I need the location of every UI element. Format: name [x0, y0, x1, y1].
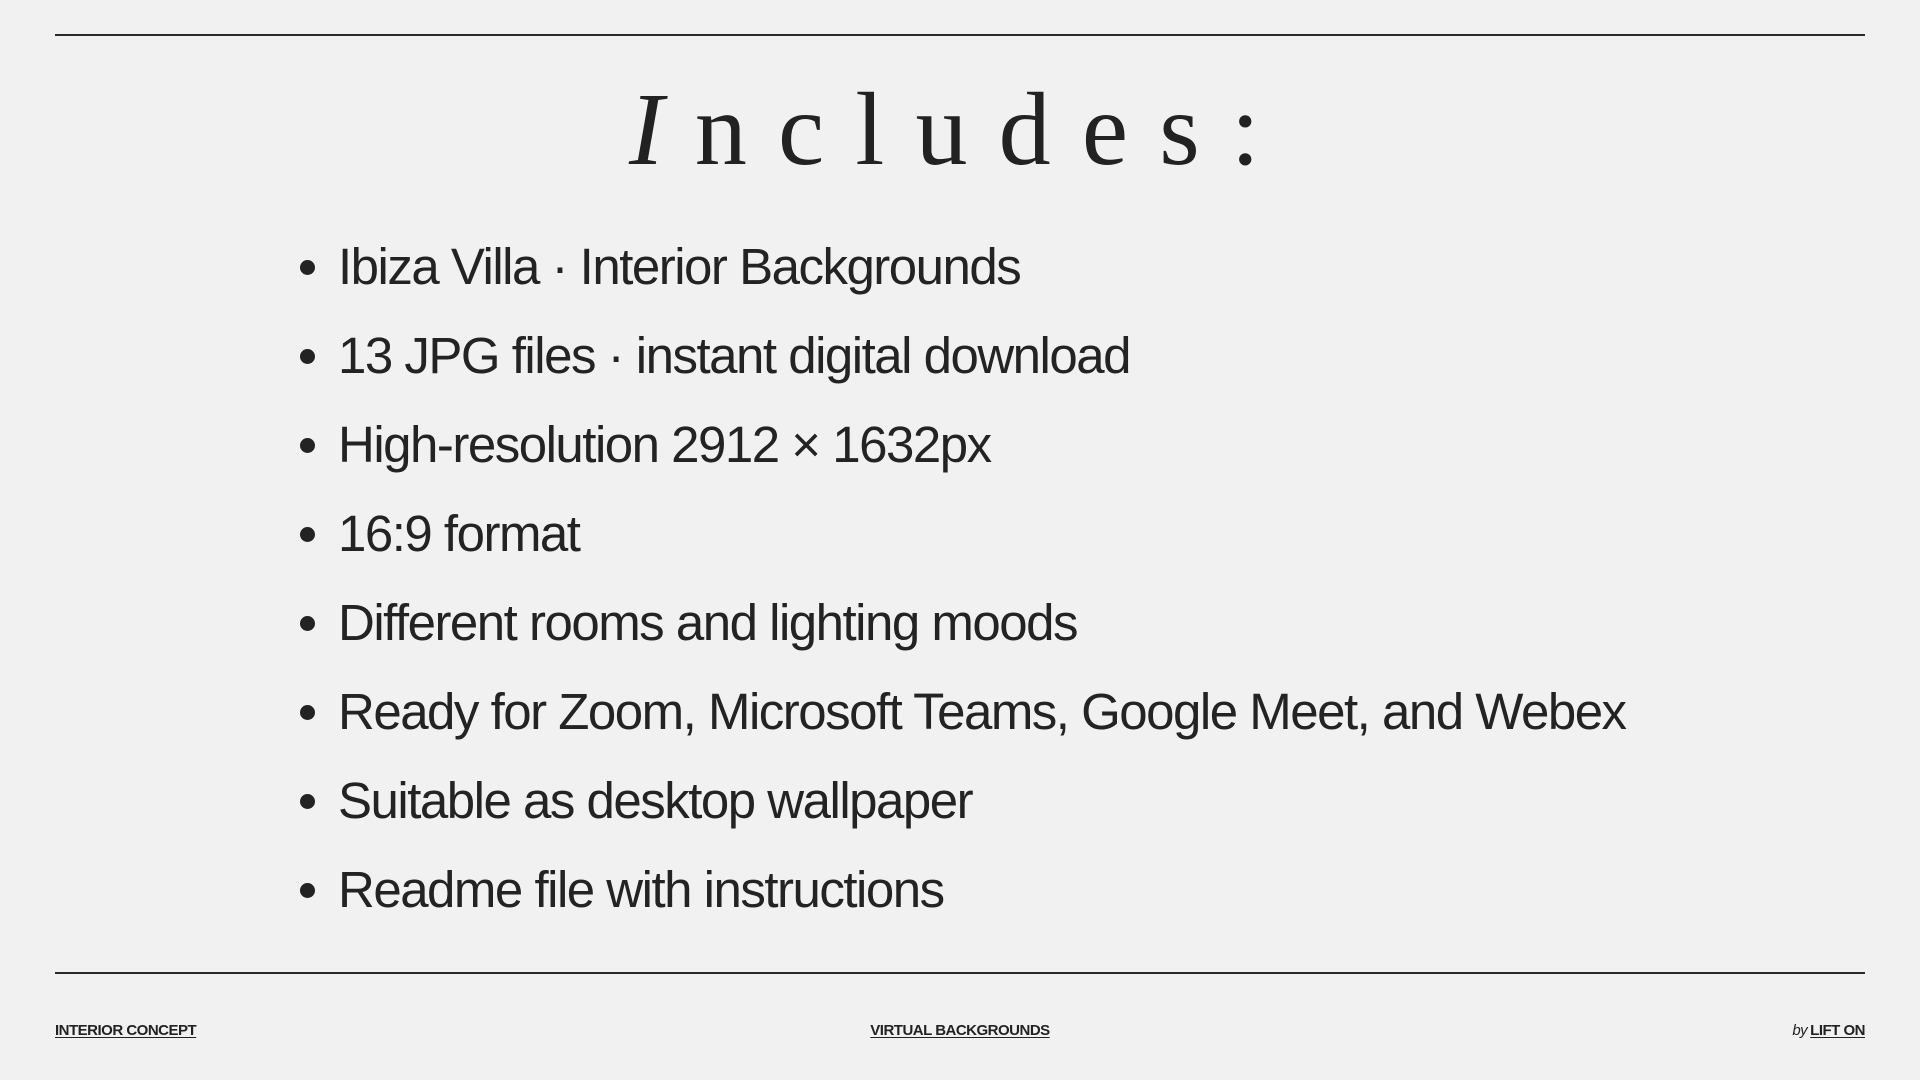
list-item-text: Different rooms and lighting moods — [338, 594, 1077, 651]
footer-center — [0, 1021, 1920, 1041]
list-item — [300, 489, 1626, 578]
footer-by-label: by — [1792, 1022, 1808, 1039]
bullet-icon — [300, 527, 315, 542]
top-divider — [55, 34, 1865, 36]
list-item-text: Ibiza Villa · Interior Backgrounds — [338, 238, 1021, 295]
footer-interior-concept-link[interactable]: INTERIOR CONCEPT — [55, 1022, 197, 1039]
list-item-text: Readme file with instructions — [338, 861, 944, 918]
list-item-text: High-resolution 2912 × 1632px — [338, 416, 991, 473]
list-item-text: Suitable as desktop wallpaper — [338, 772, 973, 829]
list-item-text: 13 JPG files · instant digital download — [338, 327, 1130, 384]
bullet-icon — [300, 794, 315, 809]
list-item — [300, 845, 1626, 934]
bullet-icon — [300, 349, 315, 364]
list-item — [300, 578, 1626, 667]
bullet-icon — [300, 616, 315, 631]
page-title-rest: ncludes: — [694, 72, 1292, 187]
bottom-divider — [55, 972, 1865, 974]
bullet-icon — [300, 883, 315, 898]
footer-brand — [1792, 1021, 1865, 1041]
page-title-initial: I — [628, 72, 695, 187]
list-item — [300, 667, 1626, 756]
list-item — [300, 311, 1626, 400]
list-item-text: Ready for Zoom, Microsoft Teams, Google Meet, and Webex — [338, 683, 1626, 740]
footer-virtual-backgrounds-link[interactable]: VIRTUAL BACKGROUNDS — [870, 1022, 1050, 1039]
list-item — [300, 756, 1626, 845]
bullet-icon — [300, 260, 315, 275]
footer-lift-on-link[interactable]: LIFT ON — [1810, 1022, 1865, 1039]
bullet-icon — [300, 438, 315, 453]
page-title — [0, 70, 1920, 190]
bullet-icon — [300, 705, 315, 720]
list-item — [300, 222, 1626, 311]
list-item-text: 16:9 format — [338, 505, 580, 562]
list-item — [300, 400, 1626, 489]
features-list — [300, 222, 1626, 934]
